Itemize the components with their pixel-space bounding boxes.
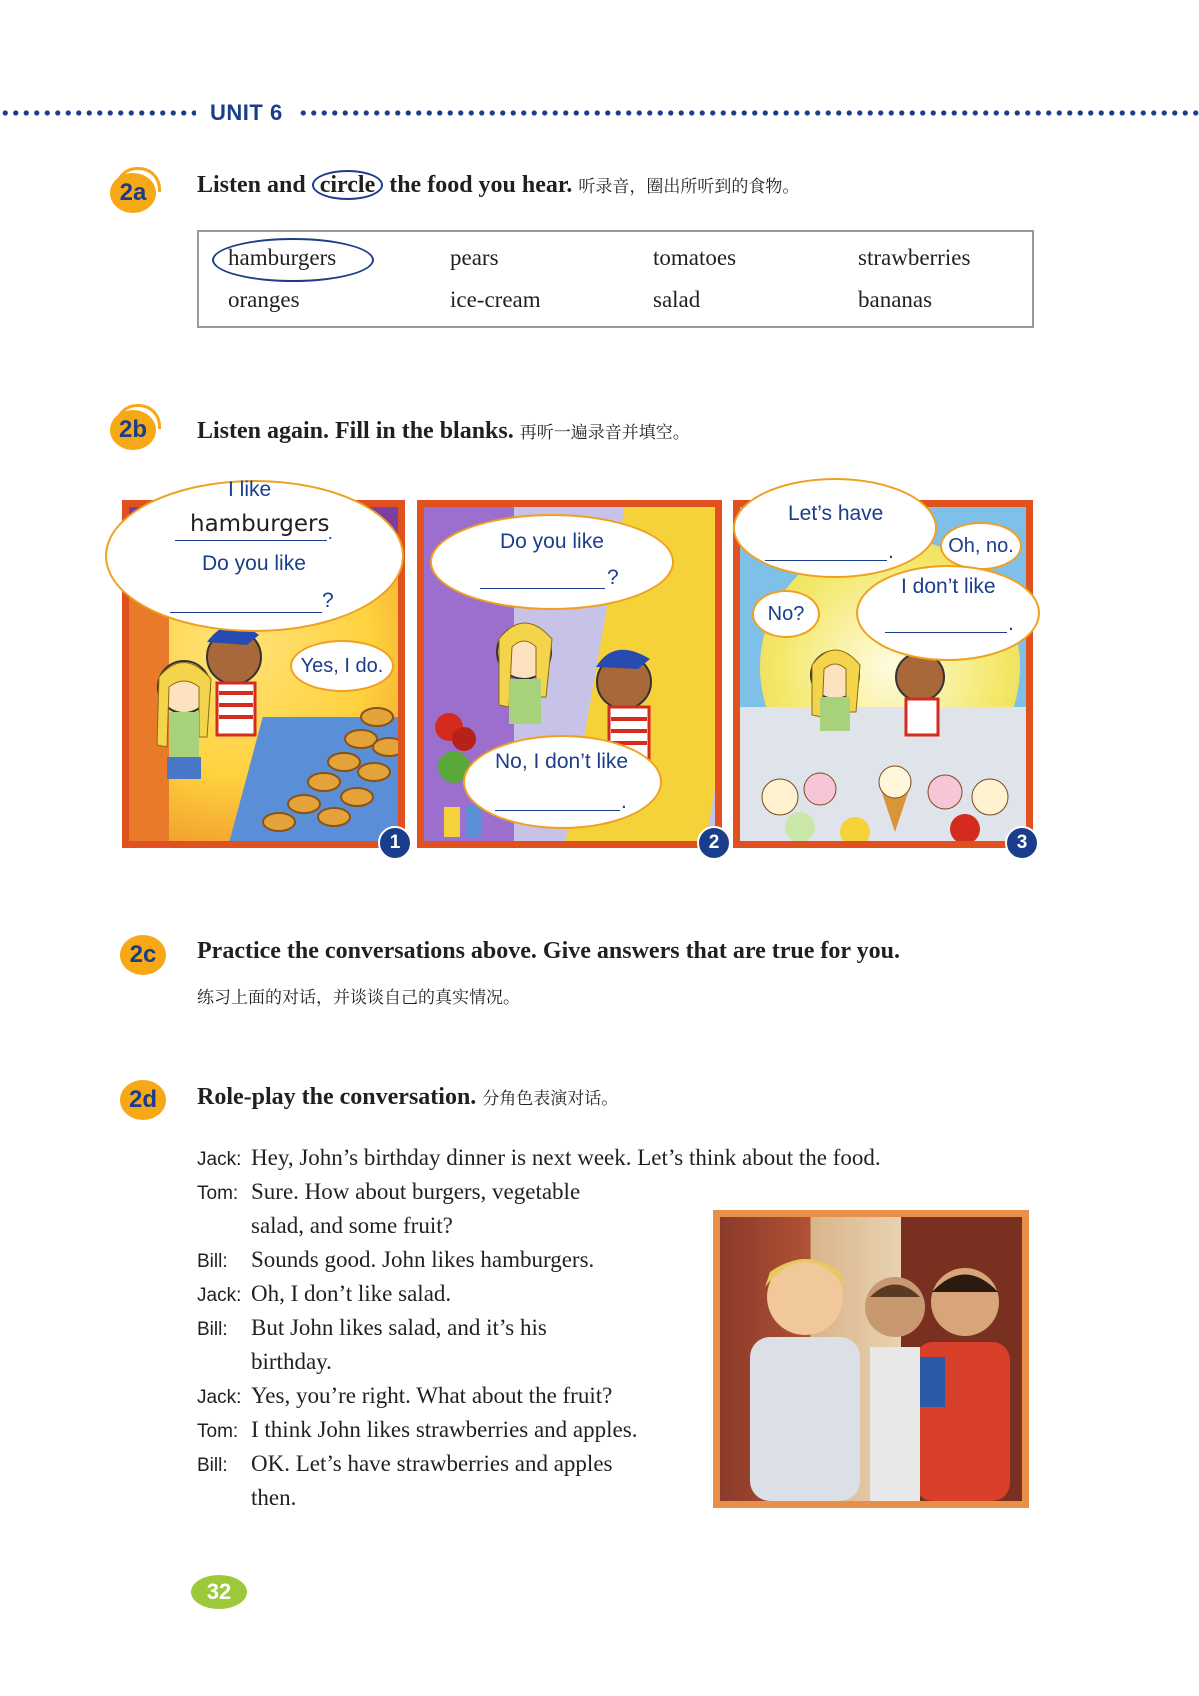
answer-blank (765, 560, 887, 561)
title-text: Role-play the conversation. (197, 1084, 477, 1110)
bubble-text: ? (322, 589, 334, 612)
food-word: ice-cream (450, 287, 541, 312)
bubble-text: Let’s have (788, 502, 884, 525)
section-title-2c: Practice the conversations above. Give answers that are true for you. (197, 938, 900, 964)
food-word: bananas (858, 287, 933, 312)
food-word: tomatoes (653, 245, 737, 270)
title-cn: 再听一遍录音并填空。 (519, 423, 690, 443)
speech-bubble: No? (752, 590, 820, 638)
bubble-text: Do you like (500, 530, 604, 553)
food-word: oranges (228, 287, 300, 312)
girl-figure (811, 650, 860, 731)
answer-blank (495, 810, 620, 811)
line-text: salad, and some fruit? (251, 1213, 453, 1238)
bubble-text: I like (228, 478, 272, 501)
section-title-2d (197, 1084, 618, 1111)
bubble-text: . (888, 540, 894, 563)
section-badge-2a: 2a (110, 173, 156, 213)
burgers (263, 708, 405, 831)
line-text: Oh, I don’t like salad. (251, 1281, 452, 1306)
panel-number: 1 (378, 826, 412, 860)
speaker-name: Bill: (197, 1251, 228, 1272)
period: . (328, 523, 333, 543)
answer-blank (885, 632, 1007, 633)
speech-bubble: Oh, no. (940, 522, 1022, 570)
line-text: then. (251, 1485, 297, 1510)
line-text: birthday. (251, 1349, 332, 1374)
bubble-text: Do you like (202, 552, 306, 575)
answer-blank (480, 588, 605, 589)
girl-figure (497, 623, 552, 724)
panel-number: 2 (697, 826, 731, 860)
section-title-2b (197, 418, 690, 445)
title-cn: 分角色表演对话。 (482, 1089, 619, 1109)
line-text: I think John likes strawberries and apples. (251, 1417, 638, 1442)
boy-figure (896, 653, 944, 735)
photo-illustration (720, 1217, 1022, 1501)
unit-heading: UNIT 6 (210, 100, 283, 125)
section-badge-2c: 2c (120, 935, 166, 975)
line-text: OK. Let’s have strawberries and apples (251, 1451, 613, 1476)
speaker-name: Bill: (197, 1319, 228, 1340)
boys-photo (713, 1210, 1029, 1508)
line-text: But John likes salad, and it’s his (251, 1315, 547, 1340)
food-word: salad (653, 287, 701, 312)
title-part: the food you hear. (389, 172, 573, 198)
line-text: Sure. How about burgers, vegetable (251, 1179, 581, 1204)
speaker-name: Jack: (197, 1387, 242, 1408)
dialogue-line (197, 1179, 881, 1213)
line-text: Sounds good. John likes hamburgers. (251, 1247, 595, 1272)
answer-blank (170, 612, 322, 613)
answer-blank (175, 540, 327, 541)
title-text: Listen again. Fill in the blanks. (197, 418, 514, 444)
page-number: 32 (191, 1575, 247, 1609)
bubble-text: ? (607, 566, 619, 589)
circled-word: circle (312, 170, 384, 200)
section-badge-2d: 2d (120, 1080, 166, 1120)
section-title-cn: 练习上面的对话，并谈谈自己的真实情况。 (197, 988, 520, 1008)
panel-number: 3 (1005, 826, 1039, 860)
ice-cream-items (762, 766, 1008, 847)
food-word: strawberries (858, 245, 971, 270)
title-cn: 听录音，圈出所听到的食物。 (578, 177, 800, 197)
bubble-text: . (621, 790, 627, 813)
title-part: Listen and (197, 172, 306, 198)
section-title-2a (197, 172, 799, 199)
boy-figure (207, 625, 261, 735)
speech-bubble (733, 478, 937, 578)
bubble-text: I don’t like (901, 575, 996, 598)
line-text: Yes, you’re right. What about the fruit? (251, 1383, 613, 1408)
speaker-name: Jack: (197, 1149, 242, 1170)
speech-bubble (430, 514, 674, 610)
speaker-name: Tom: (197, 1183, 239, 1204)
dialogue-line (197, 1145, 881, 1179)
speaker-name: Tom: (197, 1421, 239, 1442)
speaker-name: Jack: (197, 1285, 242, 1306)
bubble-text: No, I don’t like (495, 750, 629, 773)
girl-figure (157, 661, 211, 779)
header-dots-right (298, 110, 1199, 116)
handwritten-answer: hamburgers (190, 511, 330, 537)
food-word: pears (450, 245, 499, 270)
food-word: hamburgers (228, 245, 337, 270)
header-dots-left (0, 110, 196, 116)
reply-bubble: Yes, I do. (290, 640, 394, 692)
section-badge-2b: 2b (110, 410, 156, 450)
speaker-name: Bill: (197, 1455, 228, 1476)
line-text: Hey, John’s birthday dinner is next week. Let’s think about the food. (251, 1145, 881, 1170)
bubble-text: . (1008, 612, 1014, 635)
